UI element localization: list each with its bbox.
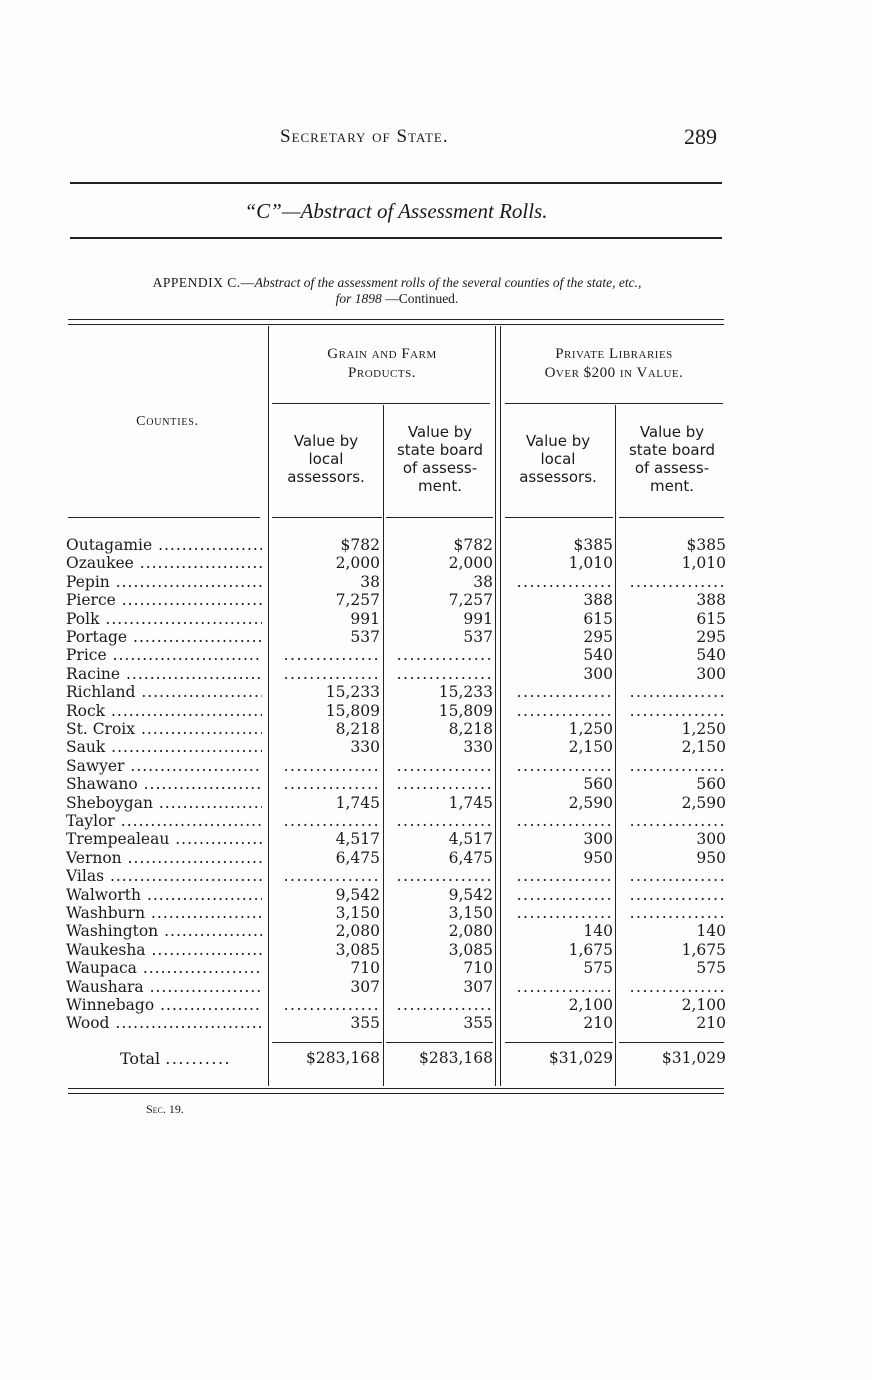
value-cell: 295 xyxy=(696,628,726,646)
county-name: Washington ..... xyxy=(66,922,262,940)
col-header-text: Value by xyxy=(293,432,359,450)
table-row xyxy=(0,830,872,848)
table-row xyxy=(0,959,872,977)
value-cell: 6,475 xyxy=(448,848,493,867)
value-cell: 140 xyxy=(583,922,613,941)
value-cell: 1,745 xyxy=(335,793,380,812)
value-cell: 1,250 xyxy=(568,720,613,738)
table-row xyxy=(0,702,872,720)
value-cell: 540 xyxy=(696,646,726,665)
value-cell: 950 xyxy=(696,848,726,867)
table-row xyxy=(0,1014,872,1032)
value-cell: 9,542 xyxy=(448,885,493,904)
value-cell: 710 xyxy=(350,959,380,978)
empty-cell-leader: ............... xyxy=(516,867,613,886)
empty-cell-leader: ............... xyxy=(283,664,380,683)
header-rule-c2 xyxy=(386,517,493,518)
col-header-text: Value by xyxy=(525,432,591,450)
appendix-title: Abstract of the assessment rolls of the several counties of the state, etc., xyxy=(254,275,642,290)
value-cell: 2,150 xyxy=(681,738,726,757)
table-row xyxy=(0,794,872,812)
table-row xyxy=(0,996,872,1014)
empty-cell-leader: ............... xyxy=(516,904,613,922)
value-cell: 1,675 xyxy=(568,940,613,959)
value-cell: 3,085 xyxy=(448,940,493,959)
empty-cell-leader: ............... xyxy=(283,646,380,665)
value-cell: 615 xyxy=(696,609,726,628)
total-rule-c3 xyxy=(505,1042,613,1043)
empty-cell-leader: ............... xyxy=(629,756,726,775)
total-rule-c2 xyxy=(386,1042,493,1043)
col-header-text: of assess- xyxy=(402,459,478,477)
table-row xyxy=(0,849,872,867)
section-title: “C”—Abstract of Assessment Rolls. xyxy=(244,199,548,223)
empty-cell-leader: ............... xyxy=(396,996,493,1014)
empty-cell-leader: ............... xyxy=(629,977,726,996)
total-row-label xyxy=(120,1049,231,1068)
value-cell: 7,257 xyxy=(335,591,380,610)
table-row xyxy=(0,573,872,591)
table-row xyxy=(0,904,872,922)
col-header-text: state board xyxy=(628,441,716,459)
empty-cell-leader: ............... xyxy=(629,701,726,720)
value-cell: $385 xyxy=(573,536,613,554)
col-header-text: ment. xyxy=(418,477,462,495)
value-cell: 300 xyxy=(696,830,726,849)
value-cell: $782 xyxy=(340,536,380,554)
col-header-text: Value by xyxy=(407,423,473,441)
value-cell: 15,233 xyxy=(325,683,380,702)
value-cell: 950 xyxy=(583,848,613,867)
county-name: Winnebago ..... xyxy=(66,996,262,1014)
empty-cell-leader: ............... xyxy=(396,775,493,794)
value-cell: 1,010 xyxy=(568,554,613,573)
county-name: Vilas ..... xyxy=(66,867,262,885)
empty-cell-leader: ............... xyxy=(396,664,493,683)
table-row xyxy=(0,720,872,738)
value-cell: 307 xyxy=(350,977,380,996)
value-cell: 2,150 xyxy=(568,738,613,757)
table-bottom-rule-1 xyxy=(68,1088,724,1089)
county-name: Price ..... xyxy=(66,646,262,664)
empty-cell-leader: ............... xyxy=(283,756,380,775)
value-cell: 3,085 xyxy=(335,940,380,959)
total-label-text: Total xyxy=(120,1049,161,1068)
value-cell: 15,233 xyxy=(438,683,493,702)
header-rule-c3 xyxy=(505,517,613,518)
empty-cell-leader: ............... xyxy=(396,756,493,775)
value-cell: 210 xyxy=(696,1014,726,1033)
value-cell: 2,590 xyxy=(568,793,613,812)
table-row xyxy=(0,886,872,904)
table-row xyxy=(0,628,872,646)
table-row xyxy=(0,665,872,683)
table-row xyxy=(0,757,872,775)
value-cell: 2,590 xyxy=(681,793,726,812)
table-row xyxy=(0,646,872,664)
table-row xyxy=(0,610,872,628)
county-name: Taylor ..... xyxy=(66,812,262,830)
col-header-text: Value by xyxy=(639,423,705,441)
empty-cell-leader: ............... xyxy=(396,646,493,665)
value-cell: 537 xyxy=(463,628,493,646)
table-row xyxy=(0,683,872,701)
empty-cell-leader: ............... xyxy=(396,867,493,886)
appendix-caption xyxy=(62,275,732,307)
value-cell: 6,475 xyxy=(335,848,380,867)
county-name: Waupaca ..... xyxy=(66,959,262,977)
value-cell: 2,000 xyxy=(335,554,380,573)
col-header-text: assessors. xyxy=(519,468,597,486)
county-name: Outagamie ..... xyxy=(66,536,262,554)
value-cell: 710 xyxy=(463,959,493,978)
county-name: Richland ..... xyxy=(66,683,262,701)
value-cell: 295 xyxy=(583,628,613,646)
value-cell: 15,809 xyxy=(438,701,493,720)
col-header-grain-local xyxy=(270,432,382,486)
county-name: Shawano ..... xyxy=(66,775,262,793)
group-header-libraries xyxy=(503,345,725,383)
value-cell: 300 xyxy=(583,664,613,683)
value-cell: 1,745 xyxy=(448,793,493,812)
header-rule-c4 xyxy=(619,517,724,518)
table-row xyxy=(0,941,872,959)
col-header-text: of assess- xyxy=(634,459,710,477)
value-cell: 1,250 xyxy=(681,720,726,738)
table-row xyxy=(0,775,872,793)
value-cell: 7,257 xyxy=(448,591,493,610)
value-cell: 9,542 xyxy=(335,885,380,904)
county-name: Pierce ..... xyxy=(66,591,262,609)
empty-cell-leader: ............... xyxy=(283,812,380,830)
value-cell: 355 xyxy=(463,1014,493,1033)
table-bottom-rule-2 xyxy=(68,1093,724,1094)
value-cell: 38 xyxy=(360,572,380,591)
empty-cell-leader: ............... xyxy=(516,572,613,591)
empty-cell-leader: ............... xyxy=(629,572,726,591)
appendix-lead: APPENDIX C.— xyxy=(152,275,255,290)
col-header-text: ment. xyxy=(650,477,694,495)
total-label-dots: .......... xyxy=(165,1049,232,1068)
value-cell: 991 xyxy=(350,609,380,628)
total-libraries-local: $31,029 xyxy=(548,1049,613,1067)
value-cell: 388 xyxy=(583,591,613,610)
table-row xyxy=(0,922,872,940)
value-cell: 560 xyxy=(696,775,726,794)
empty-cell-leader: ............... xyxy=(516,977,613,996)
empty-cell-leader: ............... xyxy=(516,756,613,775)
value-cell: 3,150 xyxy=(335,904,380,922)
table-top-rule-1 xyxy=(68,319,724,320)
top-rule xyxy=(70,182,722,184)
county-name: Washburn ..... xyxy=(66,904,262,922)
col-header-libraries-local xyxy=(502,432,614,486)
empty-cell-leader: ............... xyxy=(283,996,380,1014)
county-name: Wood ..... xyxy=(66,1014,262,1032)
counties-header: Counties. xyxy=(136,414,199,429)
county-name: St. Croix ..... xyxy=(66,720,262,738)
appendix-year: for 1898 xyxy=(335,291,382,306)
county-name: Sheboygan ..... xyxy=(66,794,262,812)
value-cell: 355 xyxy=(350,1014,380,1033)
county-name: Walworth ..... xyxy=(66,886,262,904)
col-header-text: state board xyxy=(396,441,484,459)
county-name: Trempealeau ..... xyxy=(66,830,262,848)
title-rule xyxy=(70,237,722,239)
empty-cell-leader: ............... xyxy=(396,812,493,830)
group-grain-line1: Grain and Farm xyxy=(327,346,437,362)
county-name: Portage ..... xyxy=(66,628,262,646)
empty-cell-leader: ............... xyxy=(629,683,726,702)
empty-cell-leader: ............... xyxy=(629,904,726,922)
total-grain-state: $283,168 xyxy=(419,1049,493,1067)
value-cell: 537 xyxy=(350,628,380,646)
value-cell: 300 xyxy=(696,664,726,683)
value-cell: 2,080 xyxy=(335,922,380,941)
empty-cell-leader: ............... xyxy=(516,701,613,720)
header-rule-counties xyxy=(68,517,260,518)
value-cell: 388 xyxy=(696,591,726,610)
empty-cell-leader: ............... xyxy=(516,683,613,702)
county-name: Waushara ..... xyxy=(66,978,262,996)
value-cell: 1,675 xyxy=(681,940,726,959)
county-name: Racine ..... xyxy=(66,665,262,683)
county-name: Vernon ..... xyxy=(66,849,262,867)
table-row xyxy=(0,867,872,885)
group-rule-1 xyxy=(272,403,490,404)
col-header-libraries-state xyxy=(616,423,728,495)
value-cell: 4,517 xyxy=(335,830,380,849)
value-cell: 560 xyxy=(583,775,613,794)
total-rule-c4 xyxy=(619,1042,724,1043)
county-name: Ozaukee ..... xyxy=(66,554,262,572)
value-cell: 2,100 xyxy=(568,996,613,1014)
table-row xyxy=(0,738,872,756)
value-cell: 38 xyxy=(473,572,493,591)
value-cell: 210 xyxy=(583,1014,613,1033)
empty-cell-leader: ............... xyxy=(629,812,726,830)
col-header-grain-state xyxy=(384,423,496,495)
value-cell: 3,150 xyxy=(448,904,493,922)
value-cell: 15,809 xyxy=(325,701,380,720)
table-row xyxy=(0,978,872,996)
table-row xyxy=(0,536,872,554)
empty-cell-leader: ............... xyxy=(516,885,613,904)
running-title: Secretary of State. xyxy=(280,126,449,147)
value-cell: 300 xyxy=(583,830,613,849)
total-rule-c1 xyxy=(272,1042,382,1043)
table-row xyxy=(0,812,872,830)
value-cell: 330 xyxy=(350,738,380,757)
value-cell: 330 xyxy=(463,738,493,757)
value-cell: 4,517 xyxy=(448,830,493,849)
total-grain-local: $283,168 xyxy=(306,1049,380,1067)
group-rule-2 xyxy=(505,403,723,404)
group-libraries-line1: Private Libraries xyxy=(555,346,673,362)
value-cell: 991 xyxy=(463,609,493,628)
col-header-text: local xyxy=(308,450,344,468)
col-header-text: local xyxy=(540,450,576,468)
empty-cell-leader: ............... xyxy=(629,885,726,904)
value-cell: $385 xyxy=(686,536,726,554)
group-header-grain xyxy=(272,345,492,383)
total-libraries-state: $31,029 xyxy=(661,1049,726,1067)
col-header-text: assessors. xyxy=(287,468,365,486)
county-name: Rock ..... xyxy=(66,702,262,720)
value-cell: 540 xyxy=(583,646,613,665)
value-cell: 575 xyxy=(583,959,613,978)
county-name: Sawyer ..... xyxy=(66,757,262,775)
footer-note: Sec. 19. xyxy=(146,1102,184,1116)
value-cell: 2,080 xyxy=(448,922,493,941)
empty-cell-leader: ............... xyxy=(629,867,726,886)
group-libraries-line2: Over $200 in Value. xyxy=(544,365,684,381)
county-name: Pepin ..... xyxy=(66,573,262,591)
header-rule-c1 xyxy=(272,517,382,518)
county-name: Waukesha ..... xyxy=(66,941,262,959)
county-name: Sauk ..... xyxy=(66,738,262,756)
appendix-continued: —Continued. xyxy=(385,291,459,306)
empty-cell-leader: ............... xyxy=(283,867,380,886)
value-cell: $782 xyxy=(453,536,493,554)
table-row xyxy=(0,554,872,572)
county-name: Polk ..... xyxy=(66,610,262,628)
table-row xyxy=(0,591,872,609)
value-cell: 307 xyxy=(463,977,493,996)
value-cell: 8,218 xyxy=(448,720,493,738)
value-cell: 1,010 xyxy=(681,554,726,573)
value-cell: 2,000 xyxy=(448,554,493,573)
empty-cell-leader: ............... xyxy=(283,775,380,794)
empty-cell-leader: ............... xyxy=(516,812,613,830)
value-cell: 2,100 xyxy=(681,996,726,1014)
value-cell: 8,218 xyxy=(335,720,380,738)
group-grain-line2: Products. xyxy=(348,365,416,381)
table-top-rule-2 xyxy=(68,324,724,325)
page-number: 289 xyxy=(684,124,717,149)
value-cell: 575 xyxy=(696,959,726,978)
value-cell: 140 xyxy=(696,922,726,941)
value-cell: 615 xyxy=(583,609,613,628)
